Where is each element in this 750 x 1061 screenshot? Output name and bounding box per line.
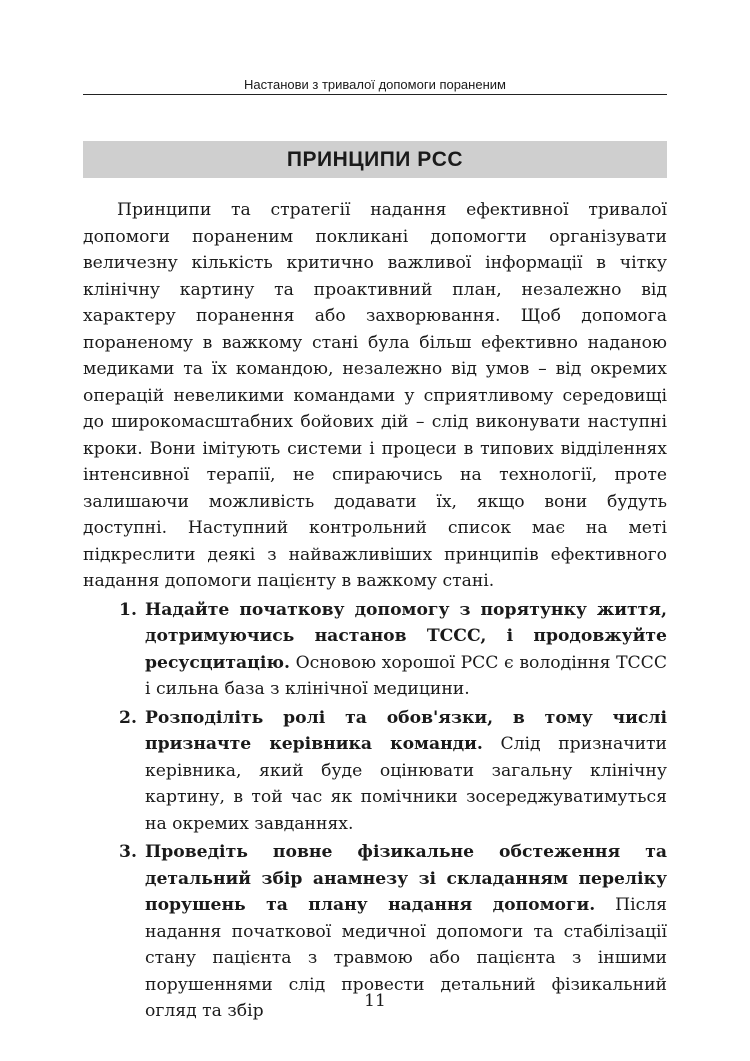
body-text [83,197,667,1025]
list-item-text: Слід призначити керівника, який буде оцінювати загальну клінічну картину, в той час як помічники зосереджуватимуться на окремих завданнях. [145,734,667,834]
list-item-heading: Проведіть повне фізикальне обстеження та детальний збір анамнезу зі складанням переліку порушень та плану надання допомоги. [145,842,667,915]
list-item-text: Основою хорошої PCC є володіння TCCC і сильна база з клінічної медицини. [145,652,667,699]
list-item-content [145,705,667,838]
page-number: 11 [364,991,386,1011]
list-item [83,597,667,703]
section-title: ПРИНЦИПИ PCC [286,147,464,171]
header-divider [83,94,667,95]
list-item-content [145,597,667,703]
list-item-number: 2. [119,707,137,728]
running-header: Настанови з тривалої допомоги пораненим [244,77,506,92]
list-item-text: Після надання початкової медичної допомоги та стабілізації стану пацієнта з травмою або пацієнта з іншими порушеннями слід провести детальний фізикальний огляд та збір [145,895,667,1021]
list-item-number: 3. [119,842,137,862]
list-item-heading: Надайте початкову допомогу з порятунку життя, дотримуючись настанов TCCC, і продовжуйте ресусцитацію. [145,599,667,673]
principles-list [83,597,667,1025]
list-item [83,705,667,838]
list-item-heading: Розподіліть ролі та обов'язки, в тому числі призначте керівника команди. [145,707,667,754]
intro-paragraph: Принципи та стратегії надання ефективної тривалої допомоги пораненим покликані допомогти організувати величезну кількість критично важливої інформації в чітку клінічну картину та проактивний план, незалежно від характеру поранення або захворювання. Щоб допомога пораненому в важкому стані була більш ефективно наданою медиками та їх командою, незалежно від умов – від окремих операцій невеликими командами у сприятливому середовищі до широкомасштабних бойових дій – слід виконувати наступні кроки. Вони імітують системи і процеси в типових відділеннях інтенсивної терапії, не спираючись на технології, проте залишаючи можливість додавати їх, якщо вони будуть доступні. Наступний контрольний список має на меті підкреслити деякі з найважливіших принципів ефективного надання допомоги пацієнту в важкому стані. [83,200,667,591]
list-item-number: 1. [119,599,137,620]
section-title-bar [83,141,667,178]
